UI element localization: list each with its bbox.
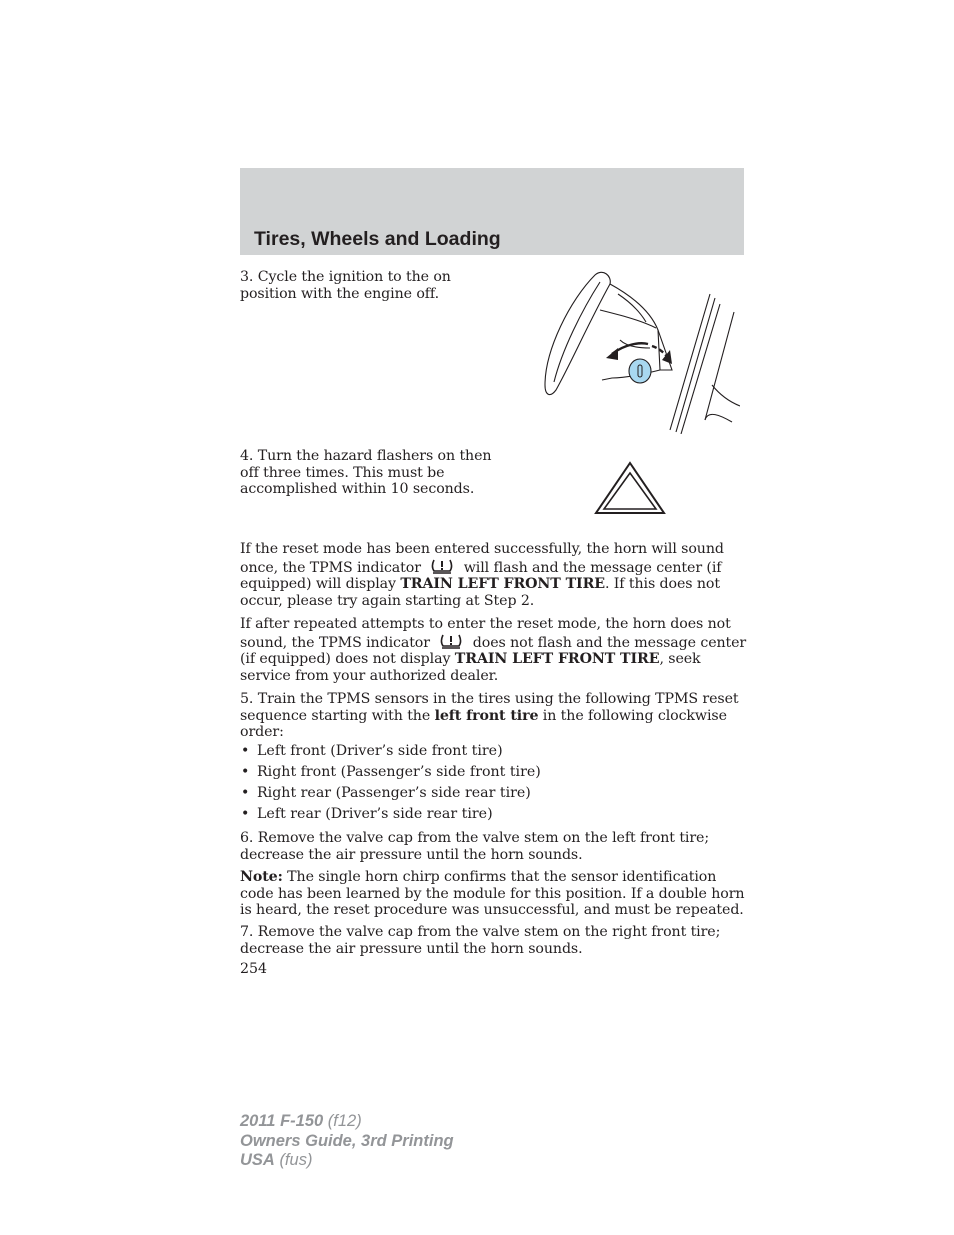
message-center-text: TRAIN LEFT FRONT TIRE xyxy=(400,576,605,593)
step-4-text: 4. Turn the hazard flashers on then off three times. This must be accomplished within 10 seconds. xyxy=(240,448,492,498)
list-item: • Right front (Passenger’s side front tire) xyxy=(240,764,750,785)
step-6-text: 6. Remove the valve cap from the valve stem on the left front tire; decrease the air pressure until the horn sounds. xyxy=(240,830,710,863)
reset-success-paragraph: If the reset mode has been entered successfully, the horn will sound once, the TPMS indicator will flash and the message center (if equipped) will display TRAIN LEFT FRONT TIRE. If this does not occur, please try again starting at Step 2. xyxy=(240,541,724,609)
page-number: 254 xyxy=(240,961,268,977)
section-header-band xyxy=(240,168,744,255)
list-item: • Right rear (Passenger’s side rear tire) xyxy=(240,785,750,806)
note-paragraph: Note: The single horn chirp confirms that the sensor identification code has been learned by the module for this position. If a double horn is heard, the reset procedure was unsuccessful, and must be repeated. xyxy=(240,869,745,919)
tpms-indicator-icon xyxy=(431,558,453,574)
step-5-text: 5. Train the TPMS sensors in the tires using the following TPMS reset sequence starting with the left front tire in the following clockwise order: xyxy=(240,691,739,741)
tire-order-list xyxy=(240,743,750,827)
section-title: Tires, Wheels and Loading xyxy=(254,228,501,250)
footer-imprint: 2011 F-150 (f12) Owners Guide, 3rd Printing USA (fus) xyxy=(240,1112,454,1169)
list-item: • Left rear (Driver’s side rear tire) xyxy=(240,806,750,827)
hazard-triangle-icon xyxy=(594,461,666,515)
message-center-text: TRAIN LEFT FRONT TIRE xyxy=(454,651,660,668)
step-3-text: 3. Cycle the ignition to the on position with the engine off. xyxy=(240,269,451,302)
tpms-indicator-icon xyxy=(440,633,462,649)
reset-failure-paragraph: If after repeated attempts to enter the reset mode, the horn does not sound, the TPMS indicator does not flash and the message center (if equipped) does not display TRAIN LEFT FRONT TIRE, seek service from your authorized dealer. xyxy=(240,616,747,684)
list-item: • Left front (Driver’s side front tire) xyxy=(240,743,750,764)
step-7-text: 7. Remove the valve cap from the valve stem on the right front tire; decrease the air pressure until the horn sounds. xyxy=(240,924,721,957)
note-label: Note: xyxy=(240,869,283,885)
ignition-illustration xyxy=(540,270,740,434)
